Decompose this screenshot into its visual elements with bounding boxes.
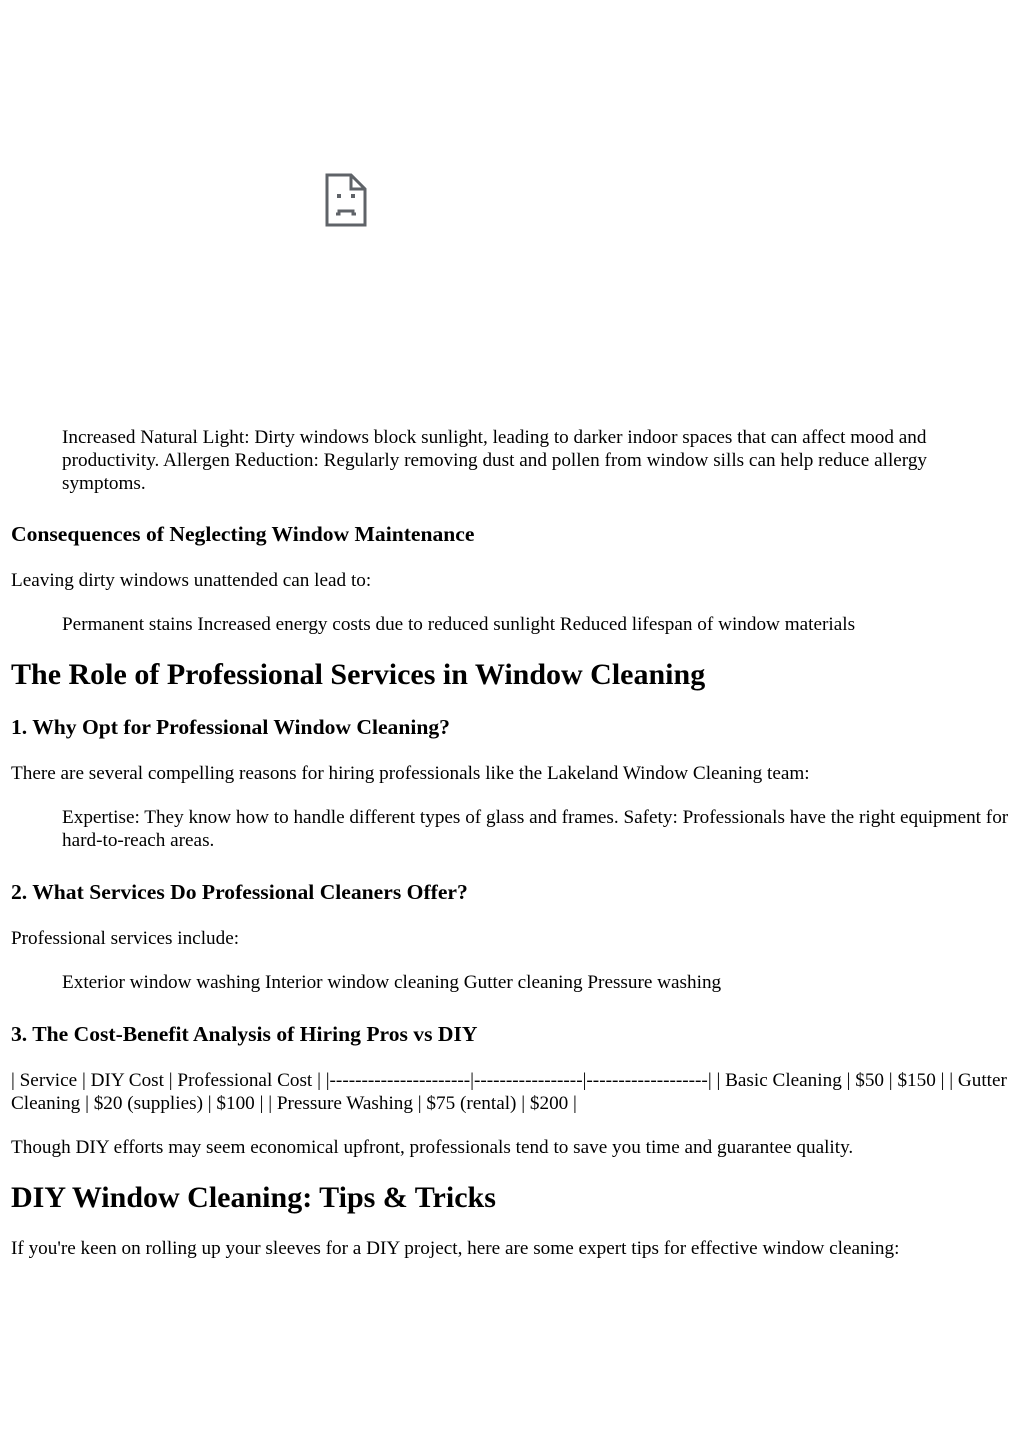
diy-heading: DIY Window Cleaning: Tips & Tricks — [11, 1181, 496, 1214]
consequences-heading: Consequences of Neglecting Window Maintenance — [11, 522, 475, 546]
article-content — [11, 426, 1011, 1260]
cost-heading: 3. The Cost-Benefit Analysis of Hiring Pros vs DIY — [11, 1022, 478, 1046]
broken-image-icon — [324, 172, 368, 228]
consequences-intro: Leaving dirty windows unattended can lead to: — [11, 570, 372, 591]
role-heading: The Role of Professional Services in Window Cleaning — [11, 658, 706, 691]
why-intro: There are several compelling reasons for hiring professionals like the Lakeland Window Cleaning team: — [11, 763, 810, 784]
benefits-list: Increased Natural Light: Dirty windows block sunlight, leading to darker indoor spaces that can affect mood and productivity. Allergen Reduction: Regularly removing dust and pollen from window sills can help reduce allergy symptoms. — [62, 427, 928, 494]
diy-intro: If you're keen on rolling up your sleeves for a DIY project, here are some expert tips for effective window cleaning: — [11, 1238, 900, 1259]
why-heading: 1. Why Opt for Professional Window Cleaning? — [11, 715, 450, 739]
services-heading: 2. What Services Do Professional Cleaners Offer? — [11, 880, 468, 904]
services-intro: Professional services include: — [11, 928, 240, 949]
services-list: Exterior window washing Interior window cleaning Gutter cleaning Pressure washing — [62, 972, 722, 993]
why-list: Expertise: They know how to handle different types of glass and frames. Safety: Professionals have the right equipment for hard-to-reach areas. — [62, 807, 1009, 851]
consequences-list: Permanent stains Increased energy costs due to reduced sunlight Reduced lifespan of window materials — [62, 614, 856, 635]
cost-table-text: | Service | DIY Cost | Professional Cost | |----------------------|-----------------|-------------------| | Basic Cleaning | $50 | $150 | | Gutter Cleaning | $20 (supplies) | $100 | | Pressure Washing | $75 (rental) | $200 | — [11, 1070, 1007, 1114]
cost-conclusion: Though DIY efforts may seem economical upfront, professionals tend to save you time and guarantee quality. — [11, 1137, 854, 1158]
